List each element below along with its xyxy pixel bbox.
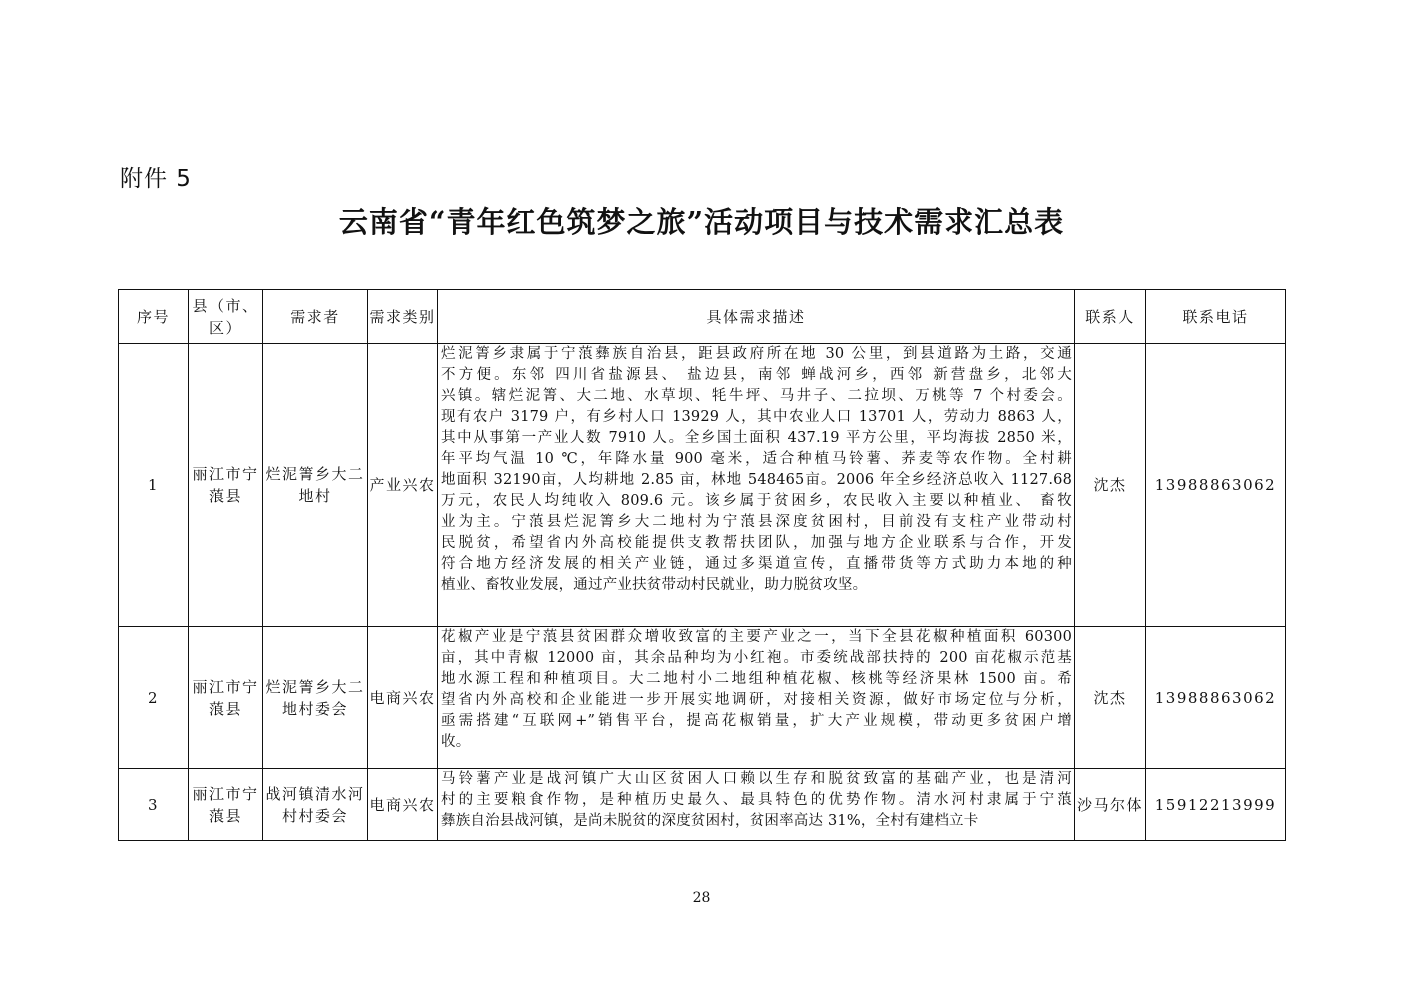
cell-category: 产业兴农 (368, 344, 438, 627)
description-line: 民脱贫，希望省内外高校能提供支教帮扶团队，加强与地方企业联系与合作，开发 (441, 535, 1072, 551)
cell-index: 2 (119, 627, 189, 769)
table-row (119, 769, 1286, 841)
header-county: 县（市、区） (189, 290, 263, 344)
header-contact: 联系人 (1075, 290, 1146, 344)
cell-requester: 烂泥箐乡大二地村 (263, 344, 368, 627)
cell-index: 3 (119, 769, 189, 841)
description-line: 兴镇。辖烂泥箐、大二地、水草坝、牦牛坪、马井子、二拉坝、万桃等 7 个村委会。 (441, 388, 1072, 404)
cell-contact: 沈杰 (1075, 344, 1146, 627)
description-line: 地水源工程和种植项目。大二地村小二地组种植花椒、核桃等经济果林 1500 亩。希 (441, 671, 1072, 687)
description-line: 收。 (441, 734, 471, 750)
cell-contact: 沙马尔体 (1075, 769, 1146, 841)
cell-description (438, 344, 1075, 627)
table-row (119, 627, 1286, 769)
cell-requester: 战河镇清水河村村委会 (263, 769, 368, 841)
description-line: 不方便。东邻 四川省盐源县、 盐边县，南邻 蝉战河乡，西邻 新营盘乡，北邻大 (441, 367, 1072, 383)
demand-summary-table (118, 289, 1286, 841)
table-row (119, 344, 1286, 627)
cell-description (438, 769, 1075, 841)
cell-index: 1 (119, 344, 189, 627)
description-line: 彝族自治县战河镇，是尚未脱贫的深度贫困村，贫困率高达 31%，全村有建档立卡 (441, 813, 979, 829)
description-line: 望省内外高校和企业能进一步开展实地调研，对接相关资源，做好市场定位与分析， (441, 692, 1072, 708)
table-header-row (119, 290, 1286, 344)
header-category: 需求类别 (368, 290, 438, 344)
description-line: 烂泥箐乡隶属于宁蒗彝族自治县，距县政府所在地 30 公里，到县道路为土路，交通 (441, 346, 1072, 362)
header-phone: 联系电话 (1146, 290, 1286, 344)
attachment-label: 附件 5 (120, 166, 192, 192)
header-description: 具体需求描述 (438, 290, 1075, 344)
description-line: 亟需搭建“互联网+”销售平台，提高花椒销量，扩大产业规模，带动更多贫困户增 (441, 713, 1072, 729)
description-line: 村的主要粮食作物，是种植历史最久、最具特色的优势作物。清水河村隶属于宁蒗 (441, 792, 1072, 808)
description-line: 现有农户 3179 户，有乡村人口 13929 人，其中农业人口 13701 人，劳动力 8863 人， (441, 409, 1072, 425)
cell-category: 电商兴农 (368, 627, 438, 769)
page-number: 28 (692, 890, 711, 906)
description-line: 年平均气温 10 ℃，年降水量 900 毫米，适合种植马铃薯、荞麦等农作物。全村耕 (441, 451, 1072, 467)
cell-county: 丽江市宁蒗县 (189, 344, 263, 627)
cell-category: 电商兴农 (368, 769, 438, 841)
cell-requester: 烂泥箐乡大二地村委会 (263, 627, 368, 769)
cell-description (438, 627, 1075, 769)
description-line: 马铃薯产业是战河镇广大山区贫困人口赖以生存和脱贫致富的基础产业，也是清河 (441, 771, 1072, 787)
description-line: 万元，农民人均纯收入 809.6 元。该乡属于贫困乡，农民收入主要以种植业、 畜牧 (441, 493, 1072, 509)
table-body (119, 344, 1286, 841)
cell-phone: 13988863062 (1146, 344, 1286, 627)
description-line: 业为主。宁蒗县烂泥箐乡大二地村为宁蒗县深度贫困村，目前没有支柱产业带动村 (441, 514, 1072, 530)
document-title: 云南省“青年红色筑梦之旅”活动项目与技术需求汇总表 (338, 205, 1065, 239)
cell-contact: 沈杰 (1075, 627, 1146, 769)
cell-phone: 15912213999 (1146, 769, 1286, 841)
cell-county: 丽江市宁蒗县 (189, 627, 263, 769)
description-line: 其中从事第一产业人数 7910 人。全乡国土面积 437.19 平方公里，平均海拔 2850 米， (441, 430, 1072, 446)
description-line: 符合地方经济发展的相关产业链，通过多渠道宣传，直播带货等方式助力本地的种 (441, 556, 1072, 572)
description-line: 亩，其中青椒 12000 亩，其余品种均为小红袍。市委统战部扶持的 200 亩花椒示范基 (441, 650, 1072, 666)
cell-county: 丽江市宁蒗县 (189, 769, 263, 841)
header-index: 序号 (119, 290, 189, 344)
description-line: 植业、畜牧业发展，通过产业扶贫带动村民就业，助力脱贫攻坚。 (441, 577, 868, 593)
description-line: 花椒产业是宁蒗县贫困群众增收致富的主要产业之一，当下全县花椒种植面积 60300 (441, 629, 1072, 645)
description-line: 地面积 32190亩，人均耕地 2.85 亩，林地 548465亩。2006 年全乡经济总收入 1127.68 (441, 472, 1072, 488)
header-requester: 需求者 (263, 290, 368, 344)
cell-phone: 13988863062 (1146, 627, 1286, 769)
